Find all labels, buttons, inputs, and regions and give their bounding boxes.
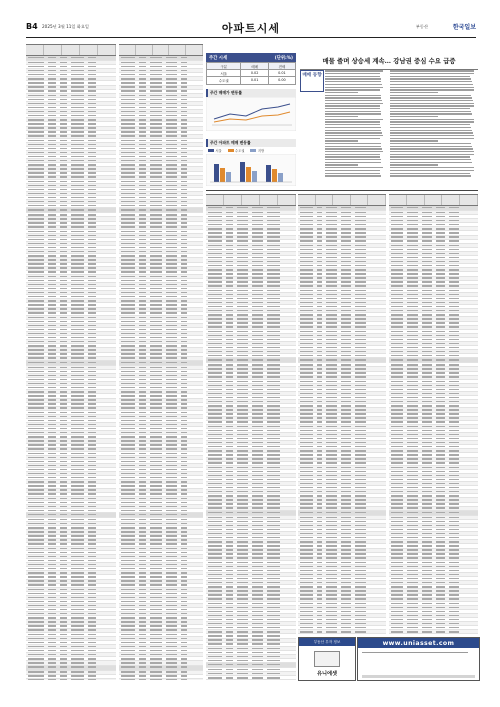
bar — [246, 167, 251, 182]
market-header — [206, 53, 296, 62]
market-summary — [206, 53, 296, 190]
market-cell: 수도권 — [207, 77, 241, 84]
listing-rows — [298, 206, 386, 634]
listing-row — [389, 630, 478, 634]
bar — [220, 168, 225, 182]
article-body-col2 — [390, 69, 478, 181]
market-col-header: 구분 — [207, 63, 241, 70]
legend-item: 지방 — [250, 148, 264, 153]
ad-text — [358, 648, 479, 657]
listing-column-1 — [26, 44, 116, 680]
market-cell: 0.00 — [268, 77, 295, 84]
bar-chart-title: 주간 아파트 매매 변동률 — [206, 139, 296, 147]
bar — [278, 173, 283, 182]
bar-chart — [206, 154, 296, 186]
advertisement-right[interactable] — [357, 637, 480, 681]
market-unit: (단위:%) — [274, 55, 293, 61]
listing-column-4 — [298, 194, 386, 634]
legend-item: 서울 — [208, 148, 222, 153]
table-header — [389, 194, 478, 206]
newspaper-logo: 한국일보 — [452, 24, 476, 31]
bar — [272, 169, 277, 182]
section-divider — [206, 190, 478, 191]
table-header — [298, 194, 386, 206]
section-label: 부동산 — [415, 24, 428, 29]
bar — [214, 164, 219, 182]
page-title: 아파트시세 — [221, 22, 281, 35]
listing-column-3 — [206, 194, 296, 680]
market-col-header: 매매 — [241, 63, 268, 70]
article-headline: 매물 줄며 상승세 계속… 강남권 중심 수요 급증 — [300, 53, 478, 70]
listing-rows — [206, 206, 296, 680]
listing-rows — [119, 56, 203, 680]
bar — [252, 171, 257, 182]
market-cell: 0.01 — [241, 77, 268, 84]
bar — [240, 162, 245, 182]
ad-footer — [362, 675, 475, 678]
ad-title: 부동산 투자 정보 — [299, 638, 355, 646]
page-header — [26, 20, 476, 38]
advertisement-left[interactable] — [298, 637, 356, 681]
line-chart-title: 주간 매매가 변동률 — [206, 89, 296, 97]
listing-column-5 — [389, 194, 478, 634]
market-cell: 서울 — [207, 70, 241, 77]
table-header — [26, 44, 116, 56]
market-col-header: 전세 — [268, 63, 295, 70]
news-article — [300, 53, 478, 186]
listing-row — [26, 679, 116, 680]
table-header — [119, 44, 203, 56]
ad-url[interactable]: www.uniasset.com — [358, 638, 479, 648]
article-body-col1 — [325, 69, 385, 181]
listing-row — [298, 630, 386, 634]
market-cell: 0.01 — [268, 70, 295, 77]
line-chart — [206, 97, 296, 131]
table-header — [206, 194, 296, 206]
listing-rows — [26, 56, 116, 680]
listing-rows — [389, 206, 478, 634]
bar — [226, 172, 231, 182]
issue-date: 2025년 3월 11일 화요일 — [42, 24, 89, 29]
ad-brand: 유니에셋 — [316, 671, 338, 677]
listing-row — [119, 679, 203, 680]
listing-column-2 — [119, 44, 203, 680]
article-label: 매매 동향 — [300, 70, 324, 92]
chart-legend — [206, 147, 296, 154]
market-table — [206, 62, 296, 85]
legend-item: 수도권 — [228, 148, 245, 153]
page-number: B4 — [26, 22, 38, 31]
bar — [266, 165, 271, 182]
market-cell: 0.02 — [241, 70, 268, 77]
market-title: 주간 시세 — [209, 55, 228, 61]
ad-image — [314, 651, 340, 667]
